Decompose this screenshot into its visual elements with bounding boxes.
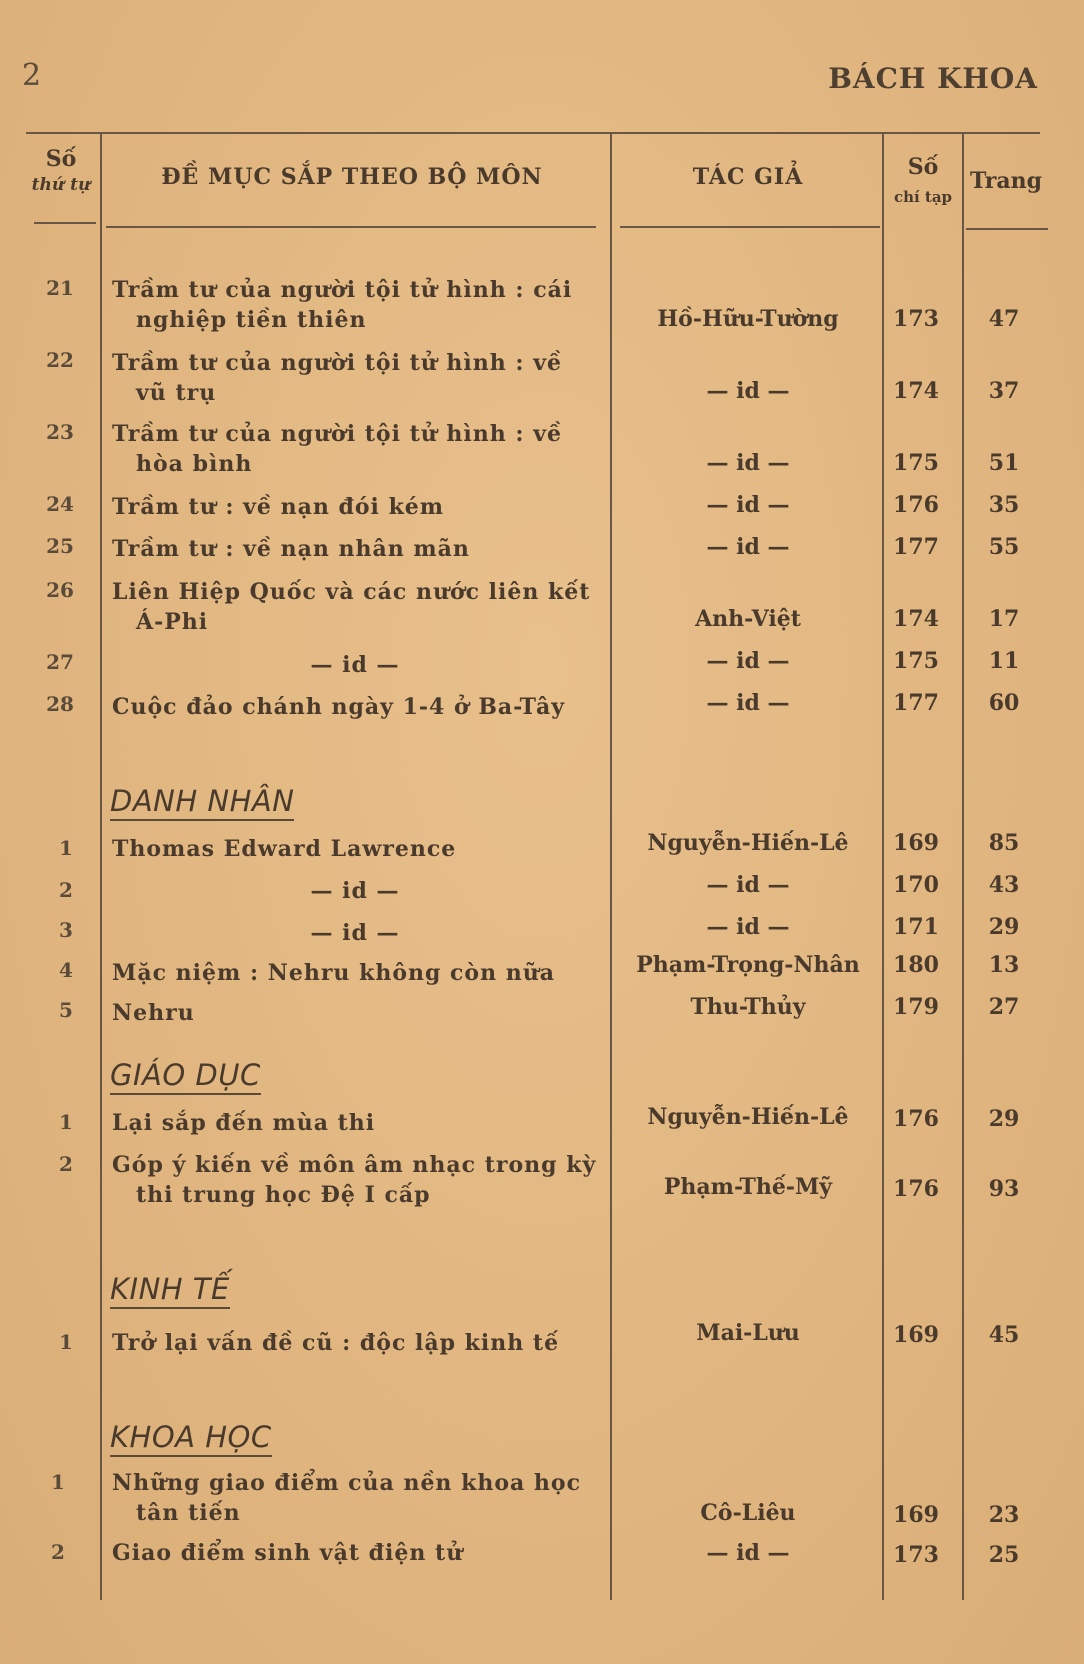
row-title: Trầm tư : về nạn nhân mãn [112, 536, 470, 562]
row-page: 55 [988, 534, 1020, 560]
row-page: 23 [988, 1502, 1020, 1528]
row-author: Mai-Lưu [696, 1320, 800, 1346]
row-title-line2: thi trung học Đệ I cấp [136, 1182, 431, 1208]
col-number-line1: Số [45, 146, 77, 172]
row-page: 37 [988, 378, 1020, 404]
row-issue: 176 [893, 1176, 939, 1202]
row-author: Thu-Thủy [690, 994, 806, 1020]
row-page: 43 [988, 872, 1020, 898]
row-title: Cuộc đảo chánh ngày 1-4 ở Ba-Tây [112, 694, 566, 720]
row-page: 93 [988, 1176, 1020, 1202]
column-divider-1 [100, 133, 102, 1600]
row-number: 2 [51, 1540, 65, 1564]
row-title: — id — [310, 878, 400, 904]
col-issue-header [884, 152, 962, 212]
header-underline-num [34, 222, 96, 224]
row-issue: 180 [893, 952, 939, 978]
journal-title: BÁCH KHOA [828, 62, 1038, 95]
column-divider-4 [962, 133, 964, 1600]
row-issue: 169 [893, 1322, 939, 1348]
col-number-line2: thứ tự [31, 175, 91, 195]
row-number: 2 [59, 1152, 73, 1176]
col-issue-line1: Số [907, 154, 939, 180]
row-title [112, 348, 602, 408]
col-number-header [22, 146, 100, 198]
row-issue: 176 [893, 492, 939, 518]
row-author: — id — [706, 534, 790, 560]
row-number: 24 [46, 492, 74, 516]
row-title: — id — [310, 652, 400, 678]
row-title-line1: Liên Hiệp Quốc và các nước liên kết [112, 579, 591, 605]
col-issue-line2: chí tạp [893, 188, 953, 206]
row-author: Nguyễn-Hiến-Lê [647, 830, 849, 856]
row-issue: 171 [893, 914, 939, 940]
section-heading-khoa-hoc: KHOA HỌC [110, 1420, 272, 1457]
row-page: 60 [988, 690, 1020, 716]
row-issue: 176 [893, 1106, 939, 1132]
row-title [112, 1150, 602, 1210]
row-title-line1: Trầm tư của người tội tử hình : về [112, 421, 562, 447]
row-title [112, 1468, 602, 1528]
row-author: Hồ-Hữu-Tường [657, 306, 839, 332]
row-page: 17 [988, 606, 1020, 632]
row-title: Lại sắp đến mùa thi [112, 1110, 376, 1136]
row-title-line2: hòa bình [136, 451, 253, 477]
row-number: 25 [46, 534, 74, 558]
header-underline-author [620, 226, 880, 228]
row-page: 45 [988, 1322, 1020, 1348]
row-number: 21 [46, 276, 74, 300]
row-title [112, 275, 602, 335]
row-issue: 169 [893, 1502, 939, 1528]
col-page-header: Trang [970, 168, 1042, 194]
row-page: 25 [988, 1542, 1020, 1568]
row-number: 4 [59, 958, 73, 982]
row-title: Thomas Edward Lawrence [112, 836, 457, 862]
row-issue: 173 [893, 1542, 939, 1568]
row-title-line1: Trầm tư của người tội tử hình : cái [112, 277, 573, 303]
row-issue: 170 [893, 872, 939, 898]
row-author: — id — [706, 690, 790, 716]
row-issue: 174 [893, 606, 939, 632]
row-page: 11 [988, 648, 1020, 674]
row-title-line2: Á-Phi [136, 609, 209, 635]
row-issue: 175 [893, 450, 939, 476]
row-number: 23 [46, 420, 74, 444]
row-author: — id — [706, 450, 790, 476]
row-author: Cô-Liêu [700, 1500, 796, 1526]
row-title [112, 577, 602, 637]
row-number: 1 [59, 836, 73, 860]
row-number: 26 [46, 578, 74, 602]
row-author: — id — [706, 378, 790, 404]
section-heading-giao-duc: GIÁO DỤC [110, 1058, 261, 1095]
row-number: 5 [59, 998, 73, 1022]
row-number: 27 [46, 650, 74, 674]
col-author-header: TÁC GIẢ [692, 164, 804, 190]
row-title [112, 419, 602, 479]
header-underline-title [106, 226, 596, 228]
row-title: Mặc niệm : Nehru không còn nữa [112, 960, 555, 986]
row-page: 85 [988, 830, 1020, 856]
row-page: 35 [988, 492, 1020, 518]
row-number: 22 [46, 348, 74, 372]
row-author: — id — [706, 648, 790, 674]
row-author: — id — [706, 914, 790, 940]
top-rule [26, 132, 1040, 134]
row-number: 2 [59, 878, 73, 902]
row-author: Nguyễn-Hiến-Lê [647, 1104, 849, 1130]
row-title-line1: Những giao điểm của nền khoa học [112, 1470, 581, 1496]
row-title: Nehru [112, 1000, 195, 1026]
row-title-line1: Góp ý kiến về môn âm nhạc trong kỳ [112, 1152, 597, 1178]
row-page: 47 [988, 306, 1020, 332]
row-issue: 173 [893, 306, 939, 332]
row-issue: 179 [893, 994, 939, 1020]
row-title-line2: nghiệp tiền thiên [136, 307, 367, 333]
row-issue: 177 [893, 690, 939, 716]
row-page: 13 [988, 952, 1020, 978]
row-title-line2: vũ trụ [136, 380, 217, 406]
row-title: — id — [310, 920, 400, 946]
row-title-line2: tân tiến [136, 1500, 241, 1526]
row-issue: 177 [893, 534, 939, 560]
row-page: 29 [988, 914, 1020, 940]
row-author: — id — [706, 872, 790, 898]
row-author: — id — [706, 1540, 790, 1566]
row-author: — id — [706, 492, 790, 518]
column-divider-2 [610, 133, 612, 1600]
row-number: 1 [59, 1330, 73, 1354]
row-issue: 175 [893, 648, 939, 674]
row-author: Phạm-Trọng-Nhân [636, 952, 860, 978]
row-issue: 174 [893, 378, 939, 404]
section-heading-danh-nhan: DANH NHÂN [110, 784, 294, 821]
row-number: 28 [46, 692, 74, 716]
row-number: 1 [59, 1110, 73, 1134]
header-underline-page [966, 228, 1048, 230]
row-author: Phạm-Thế-Mỹ [663, 1174, 833, 1200]
row-page: 29 [988, 1106, 1020, 1132]
row-author: Anh-Việt [695, 606, 801, 632]
row-number: 1 [51, 1470, 65, 1494]
row-number: 3 [59, 918, 73, 942]
row-title-line1: Trầm tư của người tội tử hình : về [112, 350, 562, 376]
row-page: 51 [988, 450, 1020, 476]
row-title: Trở lại vấn đề cũ : độc lập kinh tế [112, 1330, 560, 1356]
section-heading-kinh-te: KINH TẾ [110, 1272, 230, 1309]
page-number: 2 [22, 58, 42, 93]
row-issue: 169 [893, 830, 939, 856]
col-title-header: ĐỀ MỤC SẮP THEO BỘ MÔN [161, 164, 543, 190]
row-title: Giao điểm sinh vật điện tử [112, 1540, 464, 1566]
row-title: Trầm tư : về nạn đói kém [112, 494, 445, 520]
column-divider-3 [882, 133, 884, 1600]
row-page: 27 [988, 994, 1020, 1020]
